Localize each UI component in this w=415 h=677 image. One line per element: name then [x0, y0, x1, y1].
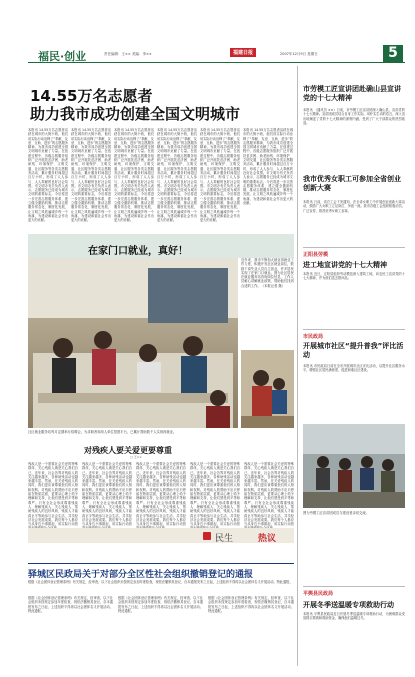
lead-body-col-6: 本报讯 14.55万名志愿者活跃在城市的大街小巷，他们用实际行动诠释了“奉献、友爱、互助、进步”的志愿服务精神，为我市成功创建全国文明城市贡献了力量。在创建过程中，各级志愿服务组织广泛开展扶贫济困、助老助残、环境保护、文明交通、社区服务等各类志愿服务活动，累计服务时间超过百万小时，形成了人人参与、人人奉献的良好社会氛围。市文明办有关负责人表示，志愿服务已经成为城市文明的重要标志，今后将进一步完善志愿服务体系，建立健全激励机制，推动志愿服务常态化、制度化发展，让文明之风吹遍城乡每一个角落，为建设和谐社会作出更大的贡献。 [243, 128, 293, 206]
right-body-3: 本报讯 近日，正阳县组织劳动模范深入建筑工地，向农民工宣讲党的十七大精神，并为他们送去慰问品。 [303, 272, 405, 281]
headline-line-1: 14.55万名志愿者 [30, 87, 153, 105]
right-divider-3 [303, 586, 405, 587]
photo-caption-2: 社区就业服务站每月定期举办招聘会，为求职者和用人单位搭建平台，已累计帮助数千人实现再就业。 [28, 430, 177, 434]
right-body-1: 本报讯 （通讯员 ××）日前，市劳模工匠宣讲团深入确山县，宣讲党的十七大精神。宣讲团成员结合自身工作实际，用朴实生动的语言，深入浅出地阐述了党的十七大精神的深刻内涵，受到了广大干部群众的热烈欢迎。 [303, 108, 405, 125]
right-photo [303, 424, 405, 508]
photo-feature-title: 在家门口就业，真好！ [88, 246, 188, 257]
hot-topic-label: 民生 [215, 534, 234, 544]
lead-body-col-1: 本报讯 14.55万名志愿者活跃在城市的大街小巷，他们用实际行动诠释了“奉献、友爱、互助、进步”的志愿服务精神，为我市成功创建全国文明城市贡献了力量。在创建过程中，各级志愿服务组织广泛开展扶贫济困、助老助残、环境保护、文明交通、社区服务等各类志愿服务活动，累计服务时间超过百万小时，形成了人人参与、人人奉献的良好社会氛围。市文明办有关负责人表示，志愿服务已经成为城市文明的重要标志，今后将进一步完善志愿服务体系，建立健全激励机制，推动志愿服务常态化、制度化发展，让文明之风吹遍城乡每一个角落，为建设和谐社会作出更大的贡献。 [28, 128, 68, 223]
right-title-1: 市劳模工匠宣讲团赴确山县宣讲党的十七大精神 [303, 85, 401, 102]
lead-body-col-2: 本报讯 14.55万名志愿者活跃在城市的大街小巷，他们用实际行动诠释了“奉献、友爱、互助、进步”的志愿服务精神，为我市成功创建全国文明城市贡献了力量。在创建过程中，各级志愿服务组织广泛开展扶贫济困、助老助残、环境保护、文明交通、社区服务等各类志愿服务活动，累计服务时间超过百万小时，形成了人人参与、人人奉献的良好社会氛围。市文明办有关负责人表示，志愿服务已经成为城市文明的重要标志，今后将进一步完善志愿服务体系，建立健全激励机制，推动志愿服务常态化、制度化发展，让文明之风吹遍城乡每一个角落，为建设和谐社会作出更大的贡献。 [71, 128, 111, 223]
side-photo [241, 350, 294, 428]
article-3-byline: □ 王×× [130, 455, 142, 459]
notice-rule [28, 563, 294, 564]
lead-body-col-4: 本报讯 14.55万名志愿者活跃在城市的大街小巷，他们用实际行动诠释了“奉献、友爱、互助、进步”的志愿服务精神，为我市成功创建全国文明城市贡献了力量。在创建过程中，各级志愿服务组织广泛开展扶贫济困、助老助残、环境保护、文明交通、社区服务等各类志愿服务活动，累计服务时间超过百万小时，形成了人人参与、人人奉献的良好社会氛围。市文明办有关负责人表示，志愿服务已经成为城市文明的重要标志，今后将进一步完善志愿服务体系，建立健全激励机制，推动志愿服务常态化、制度化发展，让文明之风吹遍城乡每一个角落，为建设和谐社会作出更大的贡献。 [157, 128, 197, 223]
photo-caption: 近年来，我市不断加大就业再就业工作力度，积极开发社区就业岗位，鼓励下岗失业人员自主创业，许多居民实现了在家门口就业。图为社区居民在就业服务站咨询岗位信息，工作人员耐心讲解就业政策，帮助他们找到合适的工作。（本报记者 摄） [241, 258, 294, 288]
right-tag-2: 市民政局 [303, 334, 324, 340]
main-photo [28, 258, 238, 428]
hot-topic-banner [28, 528, 294, 543]
hot-topic-icon [203, 532, 211, 540]
right-body-5: 本报讯 平舆县民政局近日开展冬季送温暖专项救助行动，为困难群众发放棉衣棉被和救助资金，确保他们温暖过冬。 [303, 612, 405, 621]
right-divider-2 [303, 329, 405, 330]
notice-list-col-3: 根据《社会团体登记管理条例》有关规定，经审查，以下社会组织未按规定参加年度检查，现依法撤销其登记，自本通报发布之日起，上述组织不得再以社会团体名义开展活动。特此通报。 [208, 596, 294, 613]
notice-list-col-1: 根据《社会团体登记管理条例》有关规定，经审查，以下社会组织未按规定参加年度检查，现依法撤销其登记，自本通报发布之日起，上述组织不得再以社会团体名义开展活动。特此通报。 [28, 596, 113, 613]
article-3-col-3: 残疾人是一个需要社会关爱的特殊群体，关心残疾人就是关心我们自己。近年来，社会各界对残疾人的关注越来越多，各种助残活动也越来越丰富。然而，在关爱残疾人的同时，我们更应该尊重他们的人格和权利。对残疾人的帮助不应只停留在物质层面，更要从心理上给予理解和支持，让他们感受到平等和尊严。只有全社会形成尊重残疾人、理解残疾人、关心残疾人、帮助残疾人的良好风尚，残疾人才能真正平等地参与社会生活，共享经济社会发展成果。我们每个人都应当从身边小事做起，用实际行动营 [136, 462, 186, 527]
page-number: 5 [383, 45, 403, 62]
article-3-col-2: 残疾人是一个需要社会关爱的特殊群体，关心残疾人就是关心我们自己。近年来，社会各界对残疾人的关注越来越多，各种助残活动也越来越丰富。然而，在关爱残疾人的同时，我们更应该尊重他们的人格和权利。对残疾人的帮助不应只停留在物质层面，更要从心理上给予理解和支持，让他们感受到平等和尊严。只有全社会形成尊重残疾人、理解残疾人、关心残疾人、帮助残疾人的良好风尚，残疾人才能真正平等地参与社会生活，共享经济社会发展成果。我们每个人都应当从身边小事做起，用实际行动营 [82, 462, 132, 527]
section-name: 福民·创业 [38, 50, 87, 63]
right-body-4: 本报讯 市民政局日前在全市开展城市社区评比活动，以提升社区服务水平，增强社区居民满意度，促进和谐社区建设。 [303, 364, 405, 373]
article-3-title: 对残疾人要关爱更要尊重 [84, 446, 172, 455]
right-body-2: 本报讯 日前，省总工会下发通知，在全省女职工中开展创业创新大赛活动，鼓励广大女职工立足岗位、争创一流。我市各级工会组织积极动员，广泛宣传，推荐优秀女职工参赛。 [303, 200, 405, 213]
article-3-col-4: 残疾人是一个需要社会关爱的特殊群体，关心残疾人就是关心我们自己。近年来，社会各界对残疾人的关注越来越多，各种助残活动也越来越丰富。然而，在关爱残疾人的同时，我们更应该尊重他们的人格和权利。对残疾人的帮助不应只停留在物质层面，更要从心理上给予理解和支持，让他们感受到平等和尊严。只有全社会形成尊重残疾人、理解残疾人、关心残疾人、帮助残疾人的良好风尚，残疾人才能真正平等地参与社会生活，共享经济社会发展成果。我们每个人都应当从身边小事做起，用实际行动营 [190, 462, 240, 527]
masthead: 福建日报 [230, 48, 256, 57]
right-photo-caption: 图为劳模工匠宣讲团成员与建设者亲切交流。 [303, 511, 369, 515]
editor-line: 责任编辑：王×× 美编：李×× [104, 52, 152, 56]
lead-body-col-5: 本报讯 14.55万名志愿者活跃在城市的大街小巷，他们用实际行动诠释了“奉献、友爱、互助、进步”的志愿服务精神，为我市成功创建全国文明城市贡献了力量。在创建过程中，各级志愿服务组织广泛开展扶贫济困、助老助残、环境保护、文明交通、社区服务等各类志愿服务活动，累计服务时间超过百万小时，形成了人人参与、人人奉献的良好社会氛围。市文明办有关负责人表示，志愿服务已经成为城市文明的重要标志，今后将进一步完善志愿服务体系，建立健全激励机制，推动志愿服务常态化、制度化发展，让文明之风吹遍城乡每一个角落，为建设和谐社会作出更大的贡献。 [200, 128, 240, 223]
column-divider [297, 66, 298, 666]
headline-line-2: 助力我市成功创建全国文明城市 [30, 105, 241, 123]
article-3-col-5: 残疾人是一个需要社会关爱的特殊群体，关心残疾人就是关心我们自己。近年来，社会各界对残疾人的关注越来越多，各种助残活动也越来越丰富。然而，在关爱残疾人的同时，我们更应该尊重他们的人格和权利。对残疾人的帮助不应只停留在物质层面，更要从心理上给予理解和支持，让他们感受到平等和尊严。只有全社会形成尊重残疾人、理解残疾人、关心残疾人、帮助残疾人的良好风尚，残疾人才能真正平等地参与社会生活，共享经济社会发展成果。我们每个人都应当从身边小事做起，用实际行动营 [244, 462, 294, 527]
right-title-2: 我市优秀女职工可参加全省创业创新大赛 [303, 175, 401, 192]
right-title-3: 进工地宣讲党的十七大精神 [303, 261, 387, 269]
article-3-col-1: 残疾人是一个需要社会关爱的特殊群体，关心残疾人就是关心我们自己。近年来，社会各界对残疾人的关注越来越多，各种助残活动也越来越丰富。然而，在关爱残疾人的同时，我们更应该尊重他们的人格和权利。对残疾人的帮助不应只停留在物质层面，更要从心理上给予理解和支持，让他们感受到平等和尊严。只有全社会形成尊重残疾人、理解残疾人、关心残疾人、帮助残疾人的良好风尚，残疾人才能真正平等地参与社会生活，共享经济社会发展成果。我们每个人都应当从身边小事做起，用实际行动营 [28, 462, 78, 527]
notice-title: 驿城区民政局关于对部分全区性社会组织撤销登记的通报 [28, 570, 254, 580]
issue-date: 2007年12月9日 星期日 [280, 52, 318, 56]
notice-body: 根据《社会团体登记管理条例》有关规定，经审查，以下社会组织未按规定参加年度检查，现依法撤销其登记，自本通报发布之日起，上述组织不得再以社会团体名义开展活动。特此通报。 [28, 580, 293, 584]
right-title-5: 开展冬季送温暖专项救助行动 [303, 601, 394, 609]
right-tag-1: 正阳县劳模 [303, 252, 329, 258]
right-divider-1 [303, 247, 405, 248]
right-title-4: 开展城市社区“提升普我”评比活动 [303, 342, 404, 359]
hot-topic-emphasis: 热议 [258, 534, 277, 544]
notice-list-col-2: 根据《社会团体登记管理条例》有关规定，经审查，以下社会组织未按规定参加年度检查，现依法撤销其登记，自本通报发布之日起，上述组织不得再以社会团体名义开展活动。特此通报。 [118, 596, 203, 613]
lead-body-col-3: 本报讯 14.55万名志愿者活跃在城市的大街小巷，他们用实际行动诠释了“奉献、友爱、互助、进步”的志愿服务精神，为我市成功创建全国文明城市贡献了力量。在创建过程中，各级志愿服务组织广泛开展扶贫济困、助老助残、环境保护、文明交通、社区服务等各类志愿服务活动，累计服务时间超过百万小时，形成了人人参与、人人奉献的良好社会氛围。市文明办有关负责人表示，志愿服务已经成为城市文明的重要标志，今后将进一步完善志愿服务体系，建立健全激励机制，推动志愿服务常态化、制度化发展，让文明之风吹遍城乡每一个角落，为建设和谐社会作出更大的贡献。 [114, 128, 154, 223]
right-tag-3: 平舆县民政局 [303, 591, 334, 597]
